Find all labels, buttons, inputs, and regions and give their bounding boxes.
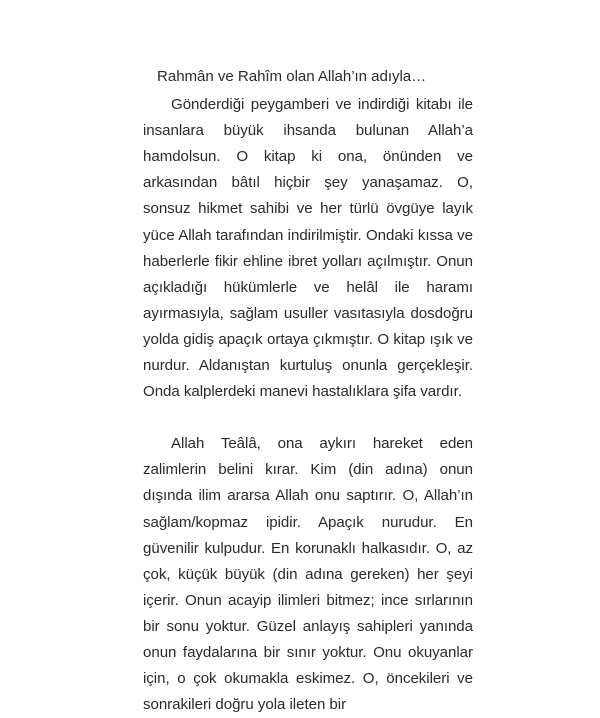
body-paragraph-1: Gönderdiği peygamberi ve indirdiği kitabı ile insanlara büyük ihsanda bulunan Allah’a hamdolsun. O kitap ki ona, önünden ve arkasından bâtıl hiçbir şey yanaşamaz. O, sonsuz hikmet sahibi ve her türlü övgüye layık yüce Allah tarafından indirilmiştir. Ondaki kıssa ve haberlerle fikir ehline ibret yolları açılmıştır. Onun açıkladığı hükümlerle ve helâl ile haramı ayırmasıyla, sağlam usuller vasıtasıyla dosdoğru yolda gidiş apaçık ortaya çıkmıştır. O kitap ışık ve nurdur. Aldanıştan kurtuluş onunla gerçekleşir. Onda kalplerdeki manevi hastalıklara şifa vardır. [143,96,473,401]
basmala-line: Rahmân ve Rahîm olan Allah’ın adıyla… [157,68,427,85]
body-paragraph-2: Allah Teâlâ, ona aykırı hareket eden zalimlerin belini kırar. Kim (din adına) onun dışında ilim ararsa Allah onu saptırır. O, Allah’ın sağlam/kopmaz ipidir. Apaçık nurudur. En güvenilir kulpudur. En korunaklı halkasıdır. O, az çok, küçük büyük (din adına gereken) her şeyi içerir. Onun acayip ilimleri bitmez; ince sırlarının bir sonu yoktur. Güzel anlayış sahipleri yanında onun faydalarına bir sınır yoktur. Onu okuyanlar için, o çok okumakla eskimez. O, öncekileri ve sonrakileri doğru yola ileten bir [143,435,473,714]
text-block [143,64,473,718]
